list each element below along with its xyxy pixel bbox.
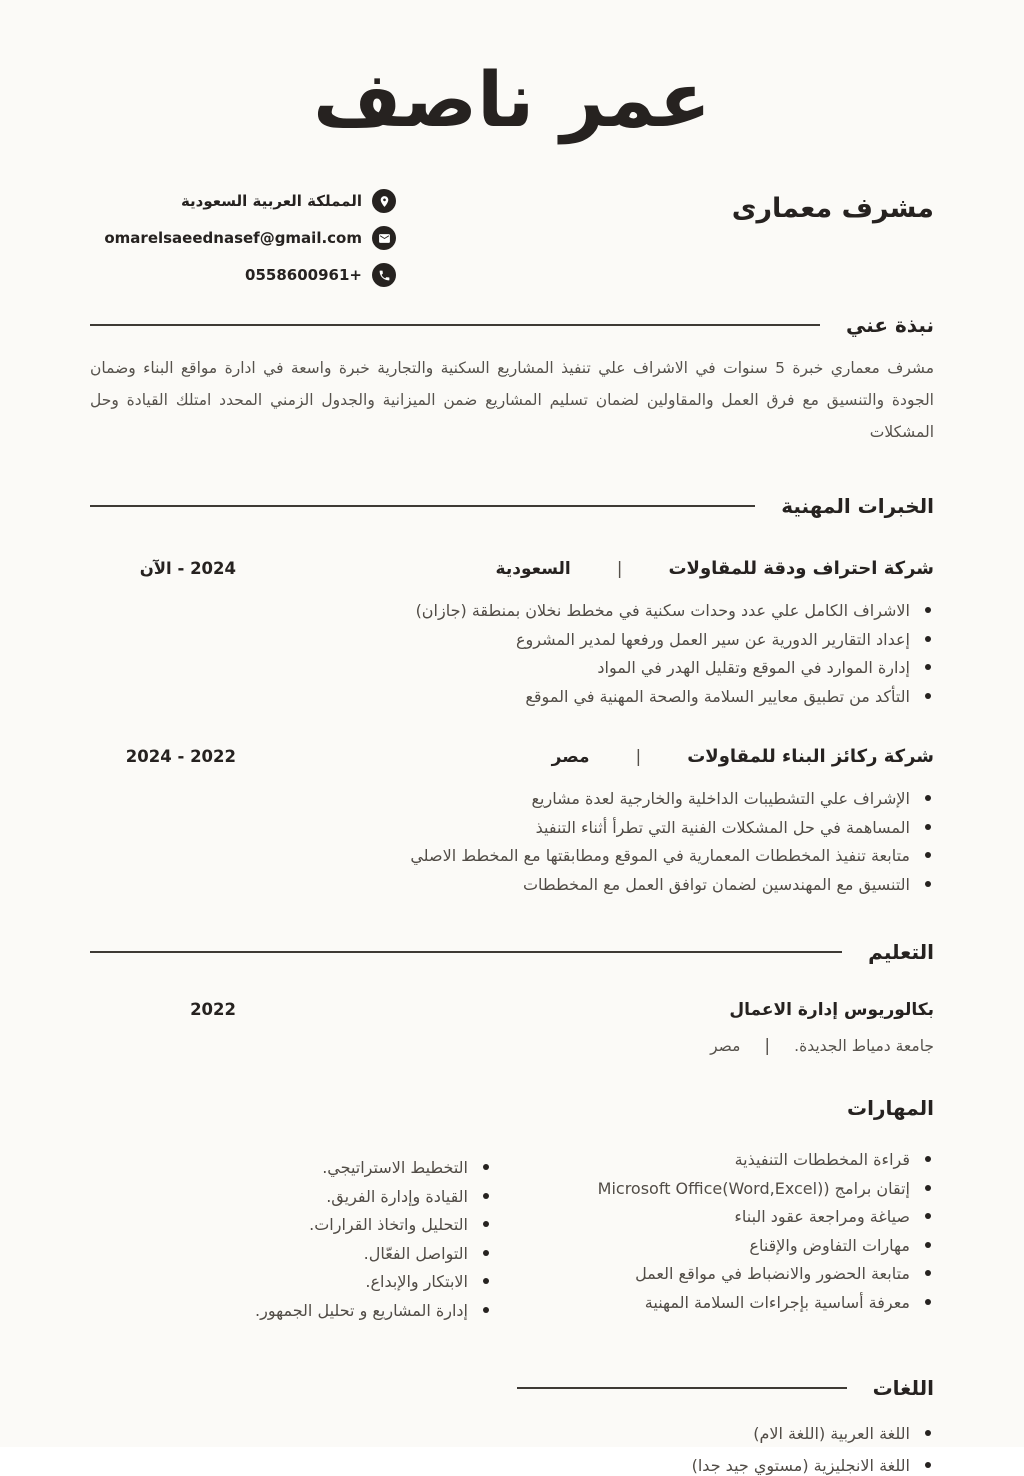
- languages-list: [90, 1424, 934, 1476]
- education-university: جامعة دمياط الجديدة.: [794, 1037, 934, 1056]
- experience-section: [90, 494, 934, 894]
- contact-location-row: [90, 189, 396, 213]
- languages-section-header: [90, 1376, 934, 1400]
- skills-column-left: [90, 1150, 492, 1329]
- language-item: اللغة العربية (اللغة الام): [90, 1424, 934, 1444]
- language-item: اللغة الانجليزية (مستوي جيد جدا): [90, 1456, 934, 1476]
- job-date: 2024 - الآن: [139, 559, 236, 579]
- languages-heading: اللغات: [872, 1375, 934, 1400]
- skill-item: متابعة الحضور والانضباط في مواقع العمل: [532, 1264, 934, 1284]
- skill-item: معرفة أساسية بإجراءات السلامة المهنية: [532, 1293, 934, 1313]
- header-row: [90, 189, 934, 287]
- education-separator: |: [764, 1036, 771, 1057]
- skill-item: التحليل واتخاذ القرارات.: [90, 1215, 492, 1235]
- education-heading: التعليم: [868, 940, 934, 965]
- skills-column-right: [532, 1150, 934, 1329]
- job-entry: [90, 746, 934, 894]
- skill-item: إتقان برامج (Microsoft Office(Word,Excel): [532, 1179, 934, 1199]
- contact-phone-row: [90, 263, 396, 287]
- education-degree-row: [90, 1000, 934, 1020]
- job-company: شركة ركائز البناء للمقاولات: [687, 746, 934, 768]
- phone-icon: [372, 263, 396, 287]
- skills-section-header: [90, 1096, 934, 1120]
- skills-grid: [90, 1150, 934, 1329]
- contact-email-row: [90, 226, 396, 250]
- job-bullet-list: [90, 601, 934, 706]
- education-university-row: [90, 1036, 934, 1056]
- education-degree: بكالوريوس إدارة الاعمال: [729, 1000, 934, 1021]
- skills-heading: المهارات: [847, 1096, 934, 1121]
- education-section: [90, 940, 934, 1056]
- job-bullet: متابعة تنفيذ المخططات المعمارية في الموقع ومطابقتها مع المخطط الاصلي: [90, 846, 934, 866]
- job-company: شركة احتراف ودقة للمقاولات: [668, 558, 934, 580]
- contact-block: [90, 189, 396, 287]
- person-name: عمر ناصف: [313, 55, 711, 144]
- skill-item: الابتكار والإبداع.: [90, 1272, 492, 1292]
- languages-divider-line: [517, 1387, 847, 1389]
- skill-item: مهارات التفاوض والإقناع: [532, 1236, 934, 1256]
- languages-section: [90, 1376, 934, 1476]
- experience-heading: الخبرات المهنية: [781, 494, 934, 519]
- email-envelope-icon: [372, 226, 396, 250]
- job-bullet: التأكد من تطبيق معايير السلامة والصحة المهنية في الموقع: [90, 687, 934, 707]
- job-separator: |: [616, 559, 623, 580]
- contact-email: omarelsaeednasef@gmail.com: [104, 229, 362, 247]
- job-separator: |: [635, 747, 642, 768]
- job-bullet: التنسيق مع المهندسين لضمان توافق العمل مع المخططات: [90, 875, 934, 895]
- skill-item: التواصل الفعّال.: [90, 1244, 492, 1264]
- education-date: 2022: [190, 1000, 236, 1020]
- location-pin-icon: [372, 189, 396, 213]
- skill-item: إدارة المشاريع و تحليل الجمهور.: [90, 1301, 492, 1321]
- job-bullet: الاشراف الكامل علي عدد وحدات سكنية في مخطط نخلان بمنطقة (جازان): [90, 601, 934, 621]
- skills-section: [90, 1096, 934, 1329]
- education-divider-line: [90, 951, 842, 953]
- job-entry: [90, 558, 934, 706]
- skill-item: القيادة وإدارة الفريق.: [90, 1187, 492, 1207]
- job-bullet: الإشراف علي التشطيبات الداخلية والخارجية لعدة مشاريع: [90, 789, 934, 809]
- job-company-group: [496, 558, 934, 579]
- job-company-group: [552, 746, 934, 767]
- job-location: السعودية: [495, 559, 571, 580]
- job-title: مشرف معمارى: [731, 193, 934, 224]
- job-bullet: إعداد التقارير الدورية عن سير العمل ورفعها لمدير المشروع: [90, 630, 934, 650]
- job-location: مصر: [551, 747, 590, 768]
- job-bullet: إدارة الموارد في الموقع وتقليل الهدر في المواد: [90, 658, 934, 678]
- education-section-header: [90, 940, 934, 964]
- about-section-header: [90, 313, 934, 337]
- job-header: [90, 746, 934, 767]
- experience-divider-line: [90, 505, 755, 507]
- skill-item: التخطيط الاستراتيجي.: [90, 1158, 492, 1178]
- experience-section-header: [90, 494, 934, 518]
- job-date: 2022 - 2024: [125, 747, 236, 767]
- education-location: مصر: [710, 1037, 741, 1056]
- job-bullet-list: [90, 789, 934, 894]
- job-header: [90, 558, 934, 579]
- about-heading: نبذة عني: [845, 313, 934, 337]
- contact-phone: 0558600961+: [245, 266, 362, 284]
- job-bullet: المساهمة في حل المشكلات الفنية التي تطرأ أثناء التنفيذ: [90, 818, 934, 838]
- skill-item: صياغة ومراجعة عقود البناء: [532, 1207, 934, 1227]
- about-divider-line: [90, 324, 820, 326]
- about-text: مشرف معماري خبرة 5 سنوات في الاشراف علي تنفيذ المشاريع السكنية والتجارية خبرة واسعة في ادارة مواقع البناء وضمان الجودة والتنسيق مع فرق العمل والمقاولين لضمان تسليم المشاريع ضمن الميزانية والجدول الزمني المحدد امتلك القيادة وحل المشكلات: [90, 359, 934, 441]
- contact-location: المملكة العربية السعودية: [180, 192, 362, 210]
- skill-item: قراءة المخططات التنفيذية: [532, 1150, 934, 1170]
- about-section: [90, 313, 934, 448]
